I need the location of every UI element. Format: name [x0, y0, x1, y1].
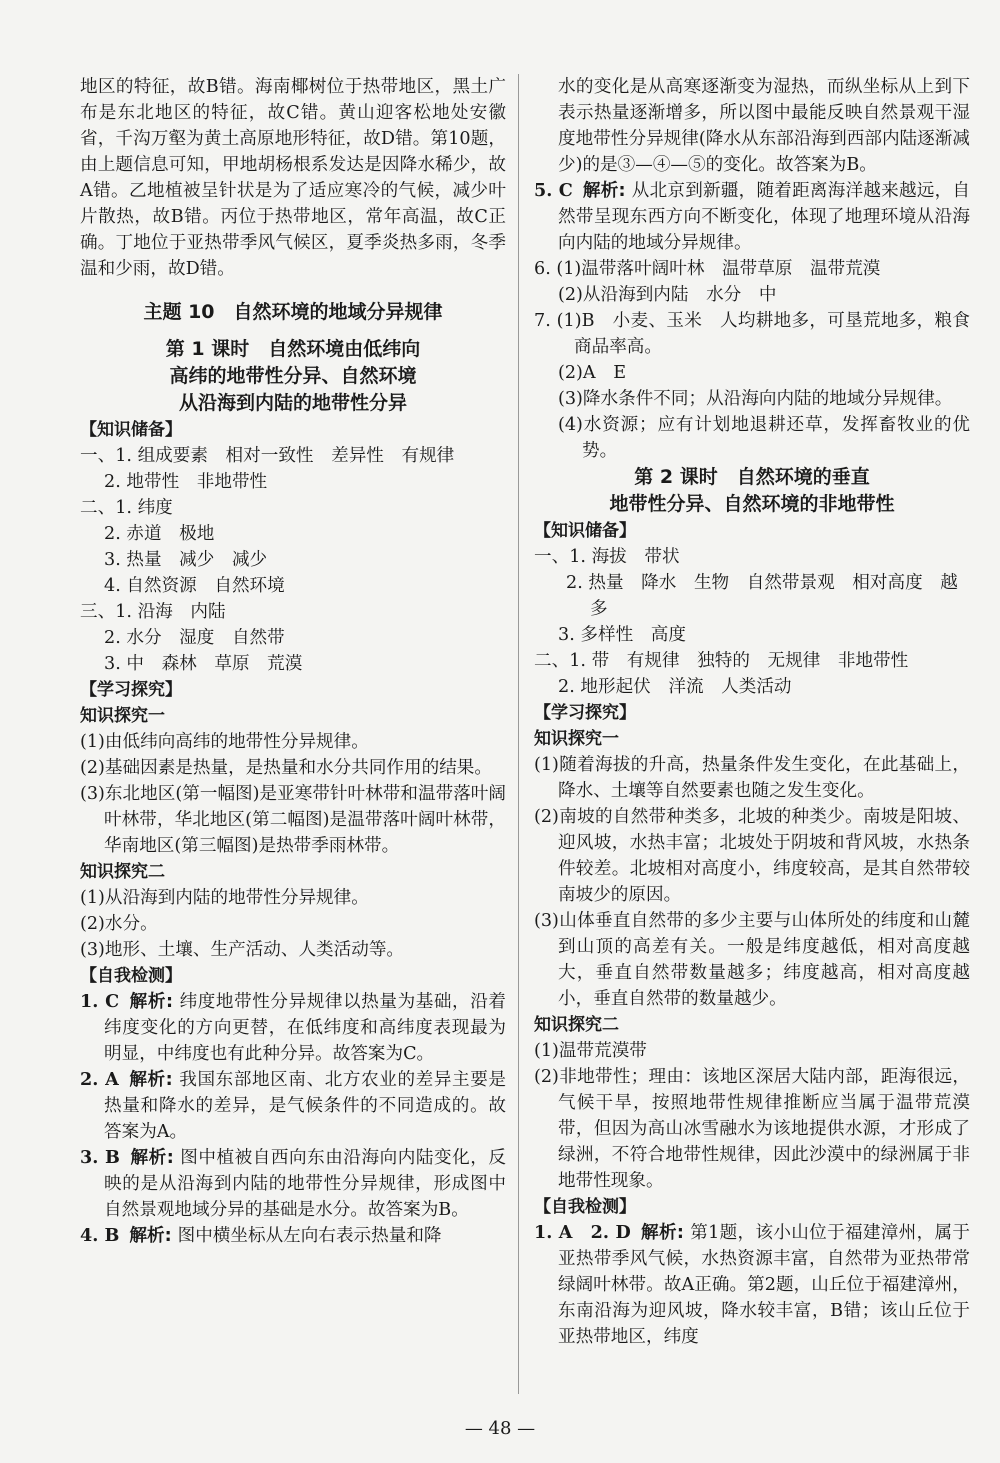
answer-number: 5. C	[534, 180, 573, 201]
left-intro-paragraph: 地区的特征，故B错。海南椰树位于热带地区，黑土广布是东北地区的特征，故C错。黄山迎客松地处安徽省，千沟万壑为黄土高原地形特征，故D错。第10题，由上题信息可知，甲地胡杨根系发达是因降水稀少，故A错。乙地植被呈针状是为了适应寒冷的气候，减少叶片散热，故B错。丙位于热带地区，常年高温，故C正确。丁地位于亚热带季风气候区，夏季炎热多雨，冬季温和少雨，故D错。	[80, 77, 506, 279]
knowledge-item: 一、1. 海拔 带状	[534, 547, 680, 567]
analysis-label: 解析:	[128, 1070, 173, 1090]
answer-number: 1. C	[80, 991, 120, 1012]
explore-one-title: 知识探究一	[534, 729, 619, 749]
column-divider	[518, 74, 519, 1394]
analysis-text: 第1题，该小山位于福建漳州，属于亚热带季风气候，水热资源丰富，自然带为亚热带常绿阔叶林带。故A正确。第2题，山丘位于福建漳州，东南沿海为迎风坡，降水较丰富，B错；该山丘位于亚热带地区，纬度	[558, 1223, 970, 1347]
section-knowledge-reserve: 【知识储备】	[80, 420, 182, 440]
analysis-text: 纬度地带性分异规律以热量为基础，沿着纬度变化的方向更替，在低纬度和高纬度表现最为明显，中纬度也有此种分异。故答案为C。	[104, 992, 506, 1064]
check-answer-item	[80, 989, 506, 1067]
knowledge-item: 2. 地形起伏 洋流 人类活动	[558, 677, 792, 697]
explore-item: (1)随着海拔的升高，热量条件发生变化，在此基础上，降水、土壤等自然要素也随之发生变化。	[534, 755, 970, 801]
analysis-label: 解析:	[129, 1226, 172, 1246]
knowledge-item: 2. 地带性 非地带性	[104, 472, 268, 492]
explore-item: (3)山体垂直自然带的多少主要与山体所处的纬度和山麓到山顶的高差有关。一般是纬度越低，相对高度越大，垂直自然带数量越多；纬度越高，相对高度越小，垂直自然带的数量越少。	[534, 911, 970, 1009]
knowledge-item: 一、1. 组成要素 相对一致性 差异性 有规律	[80, 446, 455, 466]
knowledge-item: 4. 自然资源 自然环境	[104, 576, 285, 596]
explore-item: (1)温带荒漠带	[534, 1041, 647, 1061]
analysis-label: 解析:	[640, 1223, 684, 1243]
explore-two-title: 知识探究二	[534, 1015, 619, 1035]
check-answer-item	[534, 1220, 970, 1350]
lesson2-title-line-2: 地带性分异、自然环境的非地带性	[609, 493, 895, 515]
explore-item: (2)基础因素是热量，是热量和水分共同作用的结果。	[80, 758, 492, 778]
explore-item: (3)东北地区(第一幅图)是亚寒带针叶林带和温带落叶阔叶林带，华北地区(第二幅图)是温带落叶阔叶林带，华南地区(第三幅图)是热带季雨林带。	[80, 784, 506, 856]
analysis-label: 解析:	[582, 181, 626, 201]
explore-item: (2)水分。	[80, 914, 158, 934]
check-answer-item	[80, 1223, 506, 1249]
lesson2-title-line-1: 第 2 课时 自然环境的垂直	[634, 466, 870, 488]
continued-analysis: 水的变化是从高寒逐渐变为湿热，而纵坐标从上到下表示热量逐渐增多，所以图中最能反映自然景观干湿度地带性分异规律(降水从东部沿海到西部内陆逐渐减少)的是③—④—⑤的变化。故答案为B。	[558, 77, 970, 175]
section-self-check: 【自我检测】	[80, 966, 182, 986]
page-number: — 48 —	[464, 1418, 536, 1439]
answer-number: 1. A 2. D	[534, 1222, 631, 1243]
explore-item: (3)地形、土壤、生产活动、人类活动等。	[80, 940, 405, 960]
knowledge-item: 2. 赤道 极地	[104, 524, 215, 544]
knowledge-item: 二、1. 纬度	[80, 498, 173, 518]
explore-one-title: 知识探究一	[80, 706, 165, 726]
answer-item: (4)水资源；应有计划地退耕还草，发挥畜牧业的优势。	[558, 415, 970, 461]
section-self-check: 【自我检测】	[534, 1197, 636, 1217]
section-learning-explore: 【学习探究】	[80, 680, 182, 700]
section-learning-explore: 【学习探究】	[534, 703, 636, 723]
left-column	[80, 74, 506, 1249]
explore-item: (1)从沿海到内陆的地带性分异规律。	[80, 888, 369, 908]
answer-item: (2)A E	[558, 363, 627, 383]
check-answer-item	[534, 178, 970, 256]
knowledge-item: 二、1. 带 有规律 独特的 无规律 非地带性	[534, 651, 909, 671]
answer-item: (3)降水条件不同；从沿海向内陆的地域分异规律。	[558, 389, 953, 409]
answer-number: 3. B	[80, 1147, 120, 1168]
check-answer-item	[80, 1145, 506, 1223]
explore-two-title: 知识探究二	[80, 862, 165, 882]
explore-item: (2)南坡的自然带种类多，北坡的种类少。南坡是阳坡、迎风坡，水热丰富；北坡处于阴坡和背风坡，水热条件较差。北坡相对高度小，纬度较高，是其自然带较南坡少的原因。	[534, 807, 970, 905]
topic-title: 主题 10 自然环境的地域分异规律	[143, 301, 443, 323]
knowledge-item: 三、1. 沿海 内陆	[80, 602, 226, 622]
analysis-label: 解析:	[129, 1148, 174, 1168]
answer-number: 4. B	[80, 1225, 120, 1246]
knowledge-item: 2. 水分 湿度 自然带	[104, 628, 285, 648]
answer-item: 7. (1)B 小麦、玉米 人均耕地多，可垦荒地多，粮食商品率高。	[534, 311, 970, 357]
lesson-title-line-2: 高纬的地带性分异、自然环境	[169, 365, 417, 387]
explore-item: (1)由低纬向高纬的地带性分异规律。	[80, 732, 369, 752]
analysis-text: 从北京到新疆，随着距离海洋越来越远，自然带呈现东西方向不断变化，体现了地理环境从沿海向内陆的地域分异规律。	[558, 181, 970, 253]
check-answer-item	[80, 1067, 506, 1145]
knowledge-item: 3. 多样性 高度	[558, 625, 686, 645]
section-knowledge-reserve: 【知识储备】	[534, 521, 636, 541]
analysis-text: 图中横坐标从左向右表示热量和降	[177, 1226, 442, 1246]
analysis-text: 我国东部地区南、北方农业的差异主要是热量和降水的差异，是气候条件的不同造成的。故答案为A。	[104, 1070, 506, 1142]
right-column	[534, 74, 970, 1350]
lesson-title-line-3: 从沿海到内陆的地带性分异	[178, 392, 407, 414]
knowledge-item: 3. 热量 减少 减少	[104, 550, 268, 570]
knowledge-item: 3. 中 森林 草原 荒漠	[104, 654, 303, 674]
answer-number: 2. A	[80, 1069, 119, 1090]
answer-item: 6. (1)温带落叶阔叶林 温带草原 温带荒漠	[534, 259, 881, 279]
explore-item: (2)非地带性；理由：该地区深居大陆内部，距海很远，气候干旱，按照地带性规律推断应当属于温带荒漠带，但因为高山冰雪融水为该地提供水源，才形成了绿洲，不符合地带性规律，因此沙漠中的绿洲属于非地带性现象。	[534, 1067, 970, 1191]
lesson-title-line-1: 第 1 课时 自然环境由低纬向	[165, 338, 421, 360]
analysis-label: 解析:	[129, 992, 174, 1012]
answer-item: (2)从沿海到内陆 水分 中	[558, 285, 777, 305]
knowledge-item: 2. 热量 降水 生物 自然带景观 相对高度 越多	[566, 573, 958, 619]
analysis-text: 图中植被自西向东由沿海向内陆变化，反映的是从沿海到内陆的地带性分异规律，形成图中自然景观地域分异的基础是水分。故答案为B。	[104, 1148, 506, 1220]
